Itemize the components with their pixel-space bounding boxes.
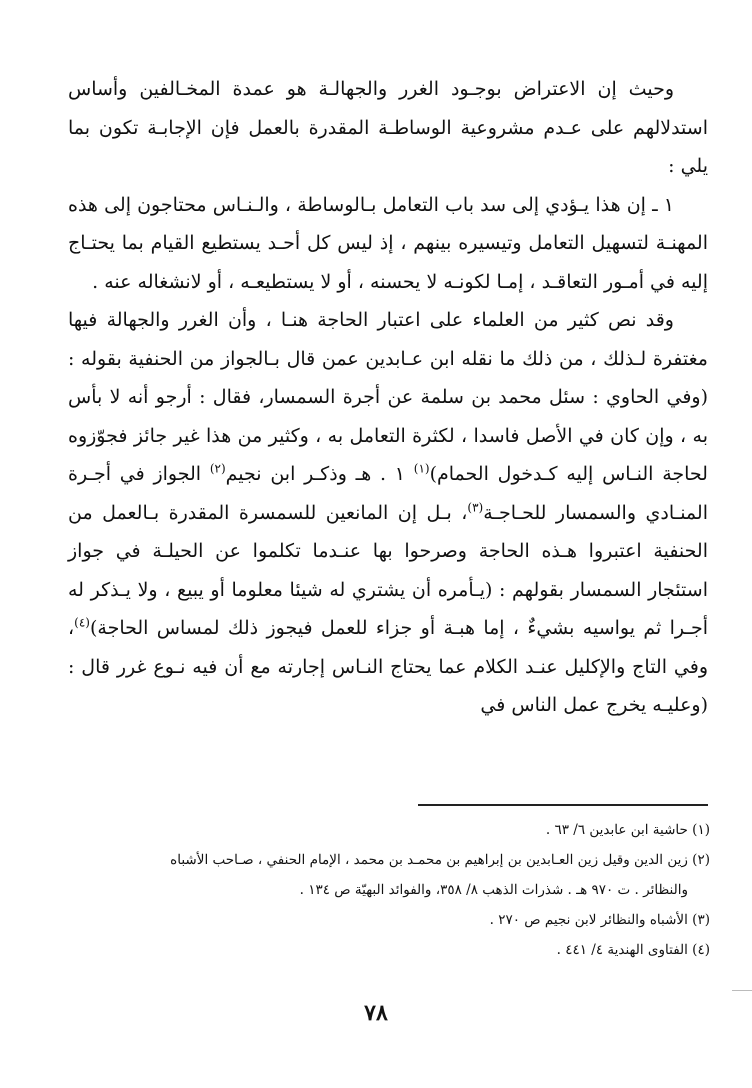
footnote-ref-1: (١) <box>413 461 430 476</box>
paragraph-1: وحيث إن الاعتراض بوجـود الغرر والجهالـة هو عمدة المخـالفين وأساس استدلالهم على عـدم مشروعية الوساطـة المقدرة بالعمل فإن الإجابـة تكون بما يلي : <box>68 78 708 177</box>
paragraph-3-text: وقد نص كثير من العلماء على اعتبار الحاجة هنـا ، وأن الغرر والجهالة فيها مغتفرة لـذلك ، من ذلك ما نقله ابن عـابدين عمن قال بـالجواز من الحنفية بقوله : (وفي الحاوي : سئل محمد بن سلمة عن أجرة السمسار، فقال : أرجو أنه لا بأس به ، وإن كان في الأصل فاسدا ، لكثرة التعامل به ، وكثير من هذا غير جائز فجوّزوه لحاجة النـاس إليه كـدخول الحمام) <box>68 309 708 485</box>
footnote-2-continuation: والنظائر . ت ٩٧٠ هـ . شذرات الذهب ٨/ ٣٥٨، والفوائد البهيّة ص ١٣٤ . <box>299 882 688 898</box>
footnote-3: (٣) الأشباه والنظائر لابن نجيم ص ٢٧٠ . <box>489 912 710 928</box>
paragraph-3-text: ١ . هـ وذكـر ابن نجيم <box>225 463 414 485</box>
footnotes <box>68 815 710 965</box>
paragraph-3 <box>68 301 708 725</box>
edge-mark <box>732 990 752 991</box>
footnote-1: (١) حاشية ابن عابدين ٦/ ٦٣ . <box>545 822 710 838</box>
paragraph-3-text: ، وفي التاج والإكليل عنـد الكلام عما يحتاج النـاس إجارته مع أن فيه نـوع غرر قال : (وعليـه يخرج عمل الناس في <box>68 617 708 716</box>
paragraph-3-text: الجواز في أجـرة المنـادي والسمسار للحـاجـة <box>68 463 708 524</box>
footnote-ref-3: (٣) <box>467 500 484 515</box>
footnote-ref-2: (٢) <box>209 461 226 476</box>
main-text <box>68 70 708 725</box>
footnote-4: (٤) الفتاوى الهندية ٤/ ٤٤١ . <box>556 942 710 958</box>
footnote-ref-4: (٤) <box>74 615 90 630</box>
footnote-separator <box>418 804 708 806</box>
paragraph-2: ١ ـ إن هذا يـؤدي إلى سد باب التعامل بـالوساطة ، والـنـاس محتاجون إلى هذه المهنـة لتسهيل التعامل وتيسيره بينهم ، إذ ليس كل أحـد يستطيع القيام بما يحتـاج إليه في أمـور التعاقـد ، إمـا لكونـه لا يحسنه ، أو لا يستطيعـه ، أو لانشغاله عنه . <box>68 193 708 293</box>
paragraph-3-text: ، بـل إن المانعين للسمسرة المقدرة بـالعمل من الحنفية اعتبروا هـذه الحاجة وصرحوا بها عنـدما تكلموا عن الحيلـة في جواز استئجار السمسار بقولهم : (يـأمره أن يشتري له شيئا معلوما أو يبيع ، ولا يـذكر له أجـرا ثم يواسيه بشيءٌ ، إما هبـة أو جزاء للعمل فيجوز ذلك لمساس الحاجة) <box>68 501 708 639</box>
page-number: ٧٨ <box>364 1000 388 1026</box>
footnote-2: (٢) زين الدين وقيل زين العـابدين بن إبراهيم بن محمـد بن محمد ، الإمام الحنفي ، صـاحب الأشباه <box>170 852 710 868</box>
